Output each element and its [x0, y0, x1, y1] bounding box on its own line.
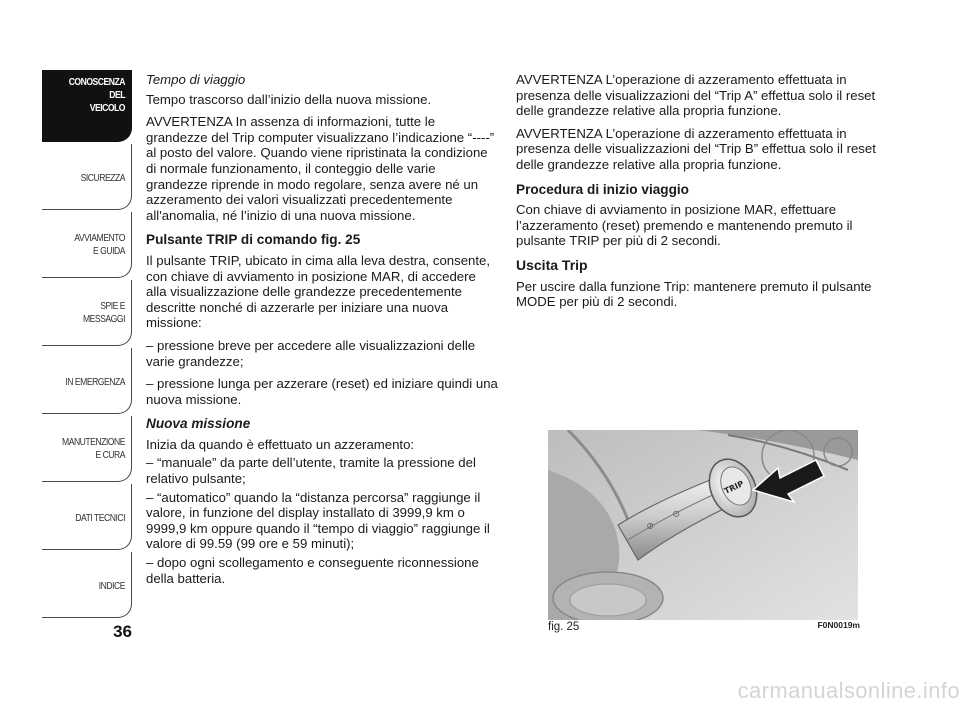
figure-code: F0N0019m: [817, 620, 860, 630]
page-number: 36: [113, 622, 132, 641]
bullet-manual: – “manuale” da parte dell’utente, tramite la pressione del relativo pulsante;: [146, 455, 476, 487]
tab-label-line1: MANUTENZIONE: [62, 436, 125, 448]
warning-trip-b: AVVERTENZA L’operazione di azzeramento effettuata in presenza delle visualizzazioni del “Trip B” effettua solo il reset delle grandezze relative alla propria funzione.: [516, 125, 876, 172]
tab-label-line2: DEL: [109, 89, 125, 101]
trip-button-text: Il pulsante TRIP, ubicato in cima alla leva destra, consente, con chiave di avviamento in posizione MAR, di accedere alla visualizzazione delle grandezze precedentemente descritte nonché di azzerarle per iniziare una nuova missione:: [146, 252, 491, 331]
exit-trip-heading: Uscita Trip: [516, 256, 588, 273]
svg-text:⊙: ⊙: [671, 508, 683, 521]
trip-button-heading: Pulsante TRIP di comando fig. 25: [146, 232, 361, 248]
short-press-text: – pressione breve per accedere alle visualizzazioni delle varie grandezze;: [146, 337, 476, 369]
tab-label-line1: DATI TECNICI: [75, 512, 125, 524]
tab-label-line3: VEICOLO: [89, 102, 125, 114]
tab-sicurezza[interactable]: [42, 144, 132, 210]
travel-time-text: Tempo trascorso dall’inizio della nuova missione.: [146, 91, 432, 107]
right-column: [516, 72, 876, 317]
tab-avviamento-e-guida[interactable]: [42, 212, 132, 278]
start-procedure-text: Con chiave di avviamento in posizione MAR, effettuare l’azzeramento (reset) premendo e mantenendo premuto il pulsante TRIP per più di 2 secondi.: [516, 202, 853, 249]
trip-button-label: TRIP: [722, 479, 746, 496]
figure-caption: fig. 25: [548, 621, 580, 633]
warning-trip-a: AVVERTENZA L’operazione di azzeramento effettuata in presenza delle visualizzazioni del “Trip A” effettua solo il reset delle grandezze relative alla propria funzione.: [516, 72, 876, 119]
tab-label-line2: E GUIDA: [93, 245, 125, 257]
new-mission-intro: Inizia da quando è effettuato un azzeramento:: [146, 436, 415, 452]
tab-label-line1: IN EMERGENZA: [65, 376, 125, 388]
start-procedure-heading: Procedura di inizio viaggio: [516, 181, 689, 197]
tab-label-line1: AVVIAMENTO: [74, 232, 125, 244]
warning-no-info: AVVERTENZA In assenza di informazioni, tutte le grandezze del Trip computer visualizzano l’indicazione “----” al posto del valore. Quando viene ripristinata la condizione di normale funzionamento, il conteggio delle varie grandezze riprende in modo regolare, senza avere né un azzeramento dei valori visualizzati precedentemente all'anomalia, né l’inizio di una nuova missione.: [146, 114, 495, 223]
tab-label-line1: SPIE E: [100, 300, 125, 312]
svg-text:⊘: ⊘: [645, 520, 657, 533]
tab-in-emergenza[interactable]: [42, 348, 132, 414]
watermark: carmanualsonline.info: [737, 678, 960, 703]
bullet-automatic: – “automatico” quando la “distanza percorsa” raggiunge il valore, in funzione del display installato di 3999,9 km o 9999,9 km oppure quando il “tempo di viaggio” raggiunge il valore di 99.59 (99 ore e 59 minuti);: [146, 489, 490, 552]
tab-label-line1: CONOSCENZA: [68, 76, 125, 88]
tab-spie-e-messaggi[interactable]: [42, 280, 132, 346]
left-column: [146, 72, 500, 593]
tab-dati-tecnici[interactable]: [42, 484, 132, 550]
tab-manutenzione-e-cura[interactable]: [42, 416, 132, 482]
tab-label-line2: E CURA: [95, 449, 125, 461]
stalk-illustration: [548, 430, 858, 620]
tab-label-line1: SICUREZZA: [80, 172, 125, 184]
tab-label-line2: MESSAGGI: [83, 313, 125, 325]
tab-label-line1: INDICE: [98, 580, 125, 592]
exit-trip-text: Per uscire dalla funzione Trip: mantenere premuto il pulsante MODE per più di 2 secondi.: [516, 278, 872, 310]
tab-conoscenza-del-veicolo[interactable]: [42, 70, 132, 142]
figure-trip-stalk: [548, 430, 858, 620]
bullet-battery: – dopo ogni scollegamento e conseguente riconnessione della batteria.: [146, 555, 479, 586]
new-mission-heading: Nuova missione: [146, 416, 251, 432]
travel-time-title: Tempo di viaggio: [146, 72, 246, 87]
long-press-text: – pressione lunga per azzerare (reset) ed iniziare quindi una nuova missione.: [146, 376, 498, 407]
chapter-sidebar: [42, 70, 132, 620]
tab-indice[interactable]: [42, 552, 132, 618]
